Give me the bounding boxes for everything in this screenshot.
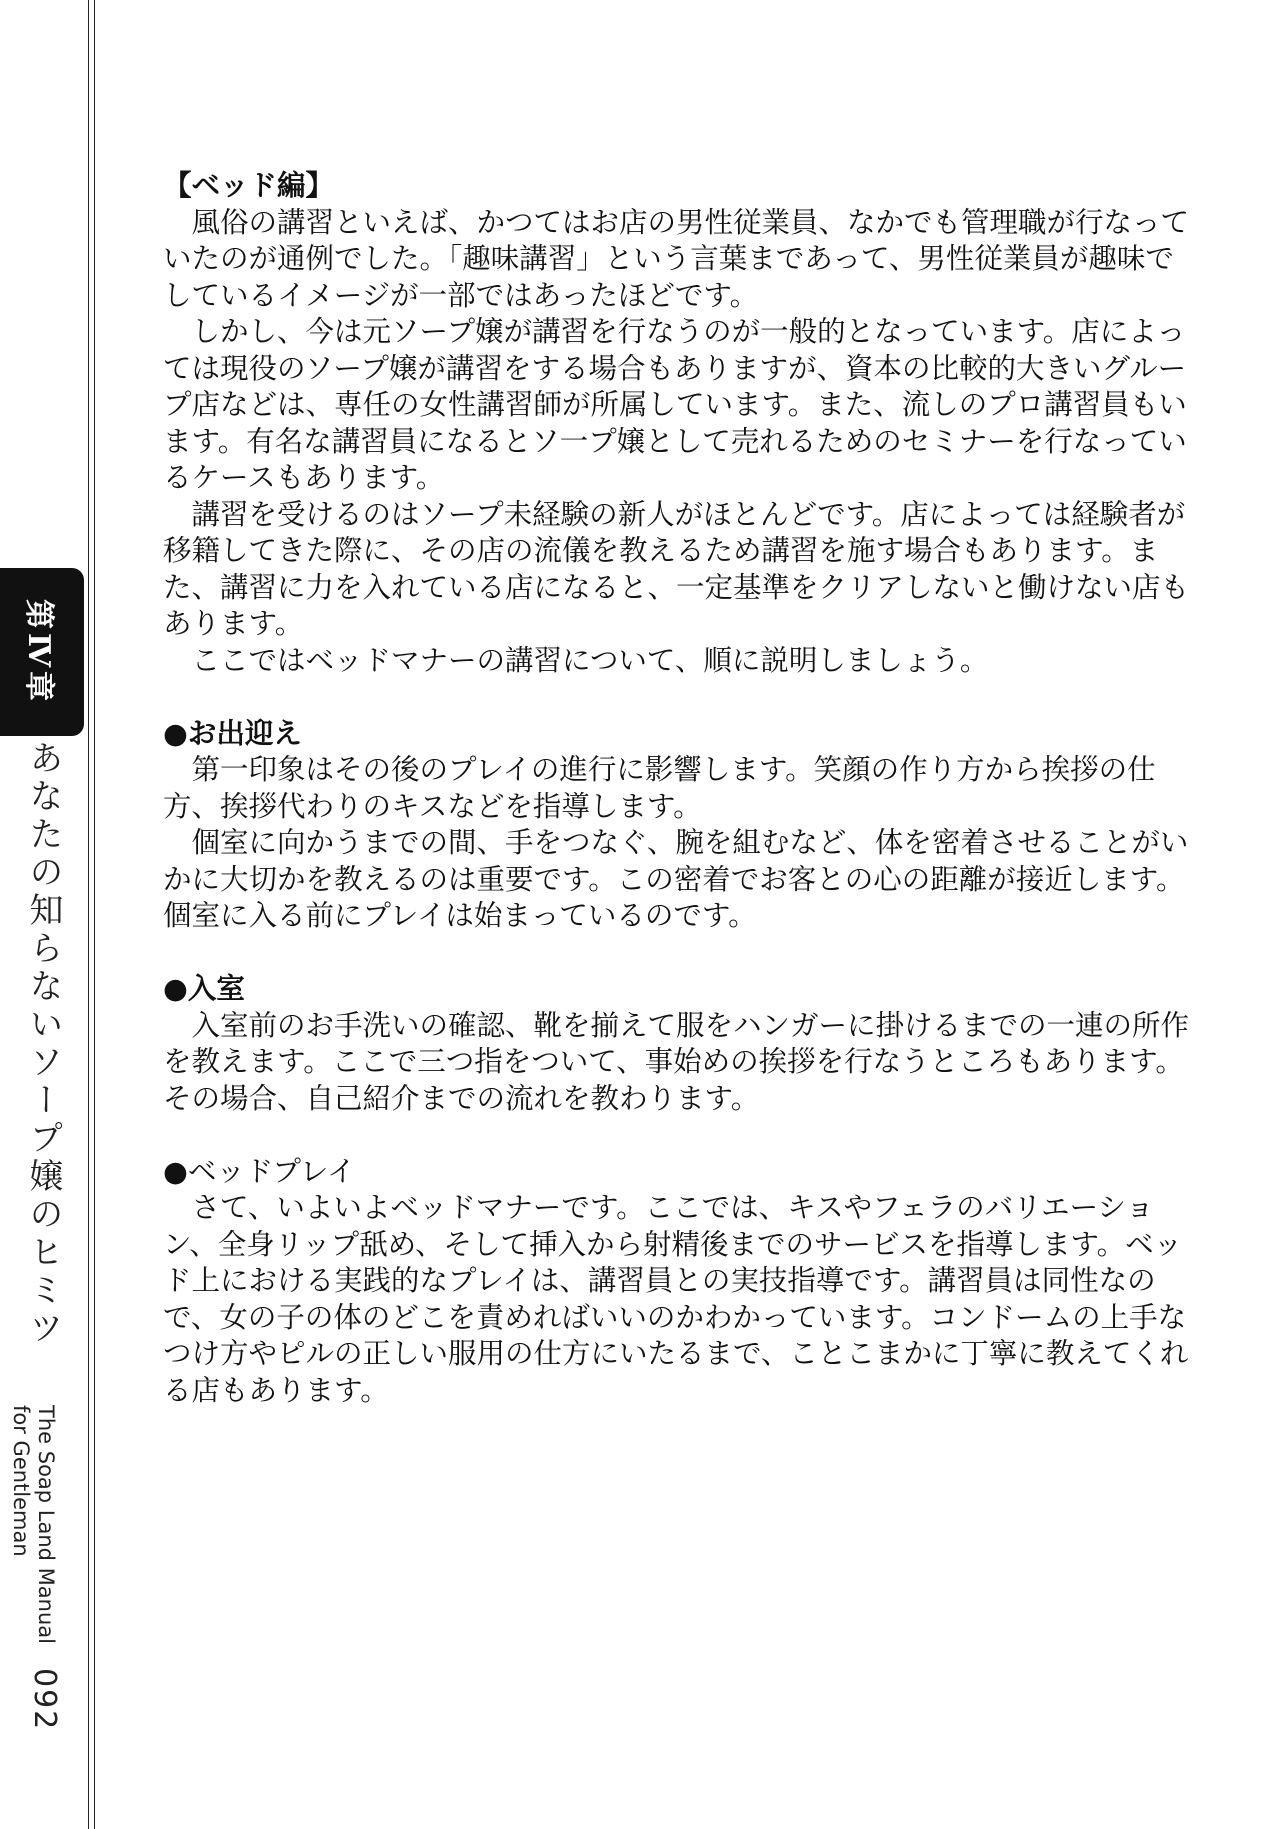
margin-rule-inner (94, 0, 95, 1829)
book-english-title-line2: for Gentleman (9, 1405, 33, 1557)
section-paragraph: さて、いよいよベッドマナーです。ここでは、キスやフェラのバリエーション、全身リップ舐め、そして挿入から射精後までのサービスを指導します。ベッド上における実践的なプレイは、講習員との実技指導です。講習員は同性なので、女の子の体のどこを責めればいいのかわかっています。コンドームの上手なつけ方やピルの正しい服用の仕方にいたるまで、ことこまかに丁寧に教えてくれる店もあります。 (163, 1191, 1189, 1407)
section-paragraph: 個室に向かうまでの間、手をつなぐ、腕を組むなど、体を密着させることがいかに大切かを教えるのは重要です。この密着でお客との心の距離が接近します。個室に入る前にプレイは始まっているのです。 (163, 826, 1189, 932)
section-heading-bed-play: ●ベッドプレイ (163, 1154, 356, 1188)
page-number: 092 (27, 1668, 62, 1732)
section-heading-entering-room: ●入室 (163, 972, 245, 1005)
book-english-title (8, 1405, 58, 1644)
intro-paragraph: 風俗の講習といえば、かつてはお店の男性従業員、なかでも管理職が行なっていたのが通例でした。「趣味講習」という言葉まであって、男性従業員が趣味でしているイメージが一部ではあったほどです。 (163, 205, 1190, 312)
chapter-tab-label: 第Ⅳ章 (21, 598, 56, 706)
page-title: 【ベッド編】 (163, 169, 335, 202)
intro-paragraph: ここではベッドマナーの講習について、順に説明しましょう。 (191, 643, 989, 677)
section-paragraph: 第一印象はその後のプレイの進行に影響します。笑顔の作り方から挨拶の仕方、挨拶代わりのキスなどを指導します。 (163, 753, 1156, 823)
page-body (163, 168, 1198, 1409)
section-paragraph: 入室前のお手洗いの確認、靴を揃えて服をハンガーに掛けるまでの一連の所作を教えます。ここで三つ指をついて、事始めの挨拶を行なうところもあります。その場合、自己紹介までの流れを教わります。 (163, 1008, 1190, 1115)
intro-paragraph: 講習を受けるのはソープ未経験の新人がほとんどです。店によっては経験者が移籍してきた際に、その店の流儀を教えるため講習を施す場合もあります。また、講習に力を入れている店になると、一定基準をクリアしないと働けない店もあります。 (163, 497, 1190, 640)
book-english-title-line1: The Soap Land Manual (34, 1405, 58, 1644)
section-gap (163, 679, 1198, 716)
margin-rule-outer (88, 0, 89, 1829)
intro-paragraph: しかし、今は元ソープ嬢が講習を行なうのが一般的となっています。店によっては現役のソープ嬢が講習をする場合もありますが、資本の比較的大きいグループ店などは、専任の女性講習師が所属しています。また、流しのプロ講習員もいます。有名な講習員になるとソ一プ嬢として売れるためのセミナーを行なっているケースもあります。 (163, 315, 1187, 494)
chapter-tab (0, 568, 84, 736)
section-gap (163, 1117, 1198, 1154)
book-subtitle: あなたの知らないソープ嬢のヒミツ (23, 740, 63, 1348)
section-heading-greeting: ●お出迎え (163, 716, 302, 750)
section-gap (163, 935, 1198, 972)
